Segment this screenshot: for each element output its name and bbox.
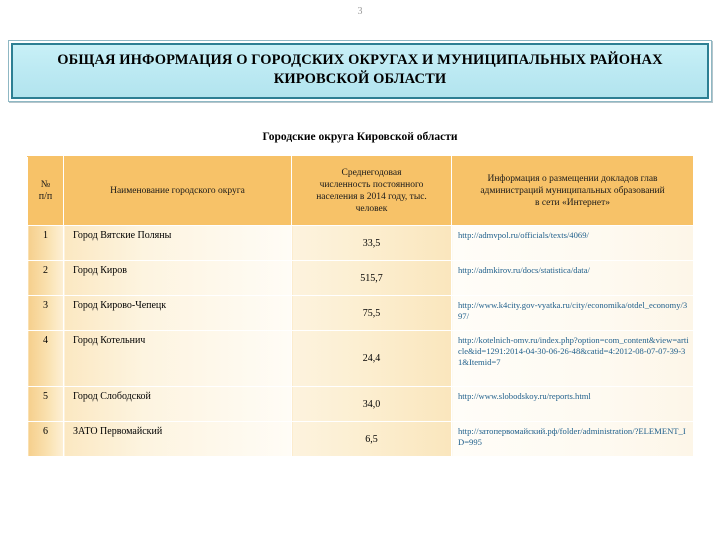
municipalities-table (27, 156, 694, 457)
column-header-reports-line-1: Информация о размещении докладов глав (487, 174, 658, 184)
table-container (27, 156, 693, 457)
cell-population: 24,4 (292, 331, 452, 387)
cell-name: Город Киров (64, 261, 292, 296)
cell-population: 33,5 (292, 226, 452, 261)
column-header-population-line-4: человек (355, 204, 388, 214)
report-link[interactable]: http://admkirov.ru/docs/statistica/data/ (458, 265, 590, 275)
column-header-index (28, 157, 64, 226)
cell-report-url (452, 331, 694, 387)
cell-name: ЗАТО Первомайский (64, 422, 292, 457)
column-header-index-line-2: п/п (38, 191, 53, 202)
title-banner (8, 40, 712, 102)
report-link[interactable]: http://admvpol.ru/officials/texts/4069/ (458, 230, 589, 240)
cell-report-url (452, 422, 694, 457)
table-row (28, 387, 694, 422)
cell-report-url (452, 261, 694, 296)
cell-population: 34,0 (292, 387, 452, 422)
cell-index: 6 (28, 422, 64, 457)
table-row (28, 226, 694, 261)
column-header-index-line-1: № (40, 179, 51, 190)
table-row (28, 331, 694, 387)
table-row (28, 261, 694, 296)
cell-report-url (452, 226, 694, 261)
page-title-line-2: КИРОВСКОЙ ОБЛАСТИ (273, 71, 447, 87)
cell-report-url (452, 296, 694, 331)
column-header-population (292, 157, 452, 226)
table-row (28, 296, 694, 331)
report-link[interactable]: http://kotelnich-omv.ru/index.php?option=com_content&view=article&id=1291:2014-04-30-06-26-48&catid=4:2012-08-07-07-39-31&Itemid=7 (458, 335, 689, 367)
cell-index: 4 (28, 331, 64, 387)
cell-index: 5 (28, 387, 64, 422)
cell-index: 1 (28, 226, 64, 261)
cell-name: Город Кирово-Чепецк (64, 296, 292, 331)
page-title-line-1: ОБЩАЯ ИНФОРМАЦИЯ О ГОРОДСКИХ ОКРУГАХ И МУНИЦИПАЛЬНЫХ РАЙОНАХ (57, 52, 663, 68)
cell-report-url (452, 387, 694, 422)
table-body (28, 226, 694, 457)
cell-population: 75,5 (292, 296, 452, 331)
column-header-population-line-1: Среднегодовая (341, 168, 402, 178)
cell-index: 2 (28, 261, 64, 296)
report-link[interactable]: http://затопервомайский.рф/folder/administration/?ELEMENT_ID=995 (458, 426, 686, 447)
column-header-reports (452, 157, 694, 226)
column-header-population-line-3: населения в 2014 году, тыс. (316, 192, 427, 202)
cell-population: 515,7 (292, 261, 452, 296)
column-header-reports-line-3: в сети «Интернет» (534, 198, 611, 208)
report-link[interactable]: http://www.k4city.gov-vyatka.ru/city/economika/otdel_economy/397/ (458, 300, 688, 321)
table-row (28, 422, 694, 457)
cell-index: 3 (28, 296, 64, 331)
cell-name: Город Котельнич (64, 331, 292, 387)
table-caption: Городские округа Кировской области (262, 131, 458, 143)
column-header-population-line-2: численность постоянного (319, 180, 424, 190)
cell-population: 6,5 (292, 422, 452, 457)
title-banner-inner (11, 43, 709, 99)
column-header-reports-line-2: администраций муниципальных образований (480, 186, 665, 196)
cell-name: Город Вятские Поляны (64, 226, 292, 261)
cell-name: Город Слободской (64, 387, 292, 422)
column-header-name (64, 157, 292, 226)
report-link[interactable]: http://www.slobodskoy.ru/reports.html (458, 391, 591, 401)
column-header-name-text: Наименование городского округа (110, 186, 245, 196)
slide-number: 3 (357, 6, 363, 17)
table-header-row (28, 157, 694, 226)
